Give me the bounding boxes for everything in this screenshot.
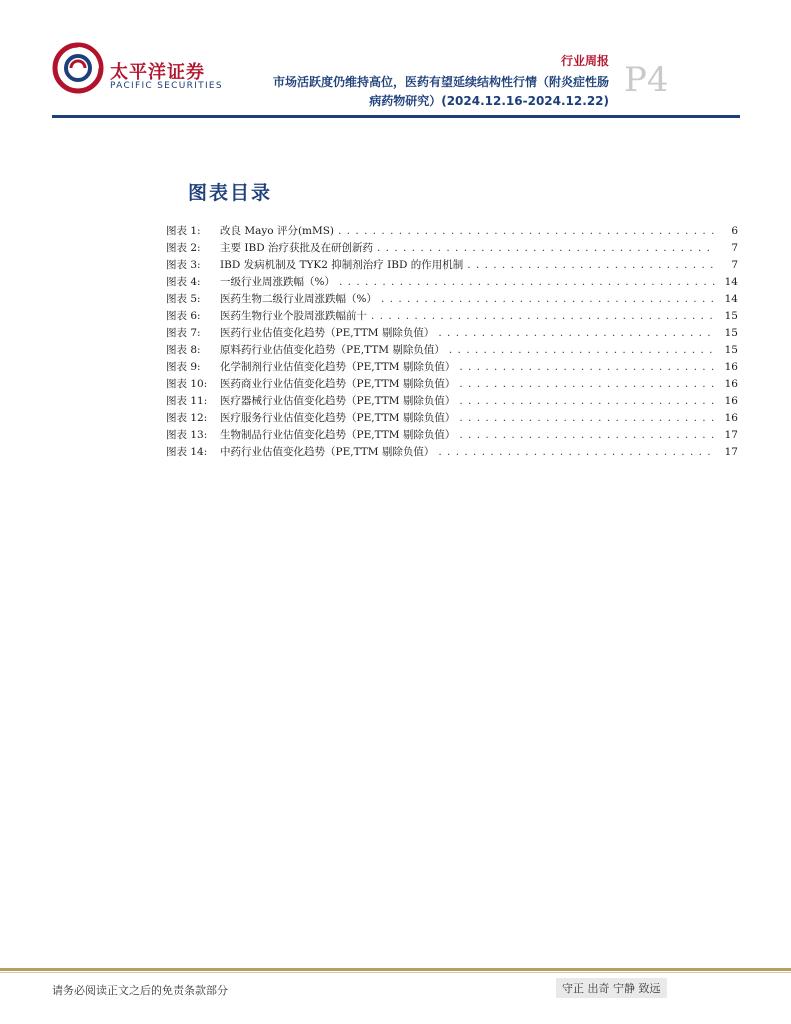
- footer-divider-thin: [0, 972, 791, 973]
- toc-entry-label: 图表 4:: [166, 276, 201, 288]
- toc-entry[interactable]: [166, 308, 738, 325]
- toc-entry-title: 生物制品行业估值变化趋势（PE,TTM 剔除负值）: [220, 429, 456, 441]
- toc-entry-label: 图表 3:: [166, 259, 201, 271]
- toc-entry-label: 图表 2:: [166, 242, 201, 254]
- toc-entry[interactable]: [166, 291, 738, 308]
- toc-leader-dots: [459, 378, 716, 390]
- toc-entry-title: 医药生物二级行业周涨跌幅（%）: [220, 293, 377, 305]
- toc-entry[interactable]: [166, 427, 738, 444]
- toc-entry[interactable]: [166, 359, 738, 376]
- toc-entry-title: 中药行业估值变化趋势（PE,TTM 剔除负值）: [220, 446, 435, 458]
- toc-entry-page: 16: [724, 412, 738, 424]
- header-divider: [52, 115, 740, 118]
- toc-entry-label: 图表 13:: [166, 429, 208, 441]
- toc-entry-title: 原料药行业估值变化趋势（PE,TTM 剔除负值）: [220, 344, 445, 356]
- toc-entry-title: IBD 发病机制及 TYK2 抑制剂治疗 IBD 的作用机制: [220, 259, 464, 271]
- toc-entry[interactable]: [166, 410, 738, 427]
- toc-leader-dots: [339, 276, 716, 288]
- report-title-line-1: 市场活跃度仍维持高位，医药有望延续结构性行情（附炎症性肠: [272, 75, 609, 89]
- toc-entry[interactable]: [166, 257, 738, 274]
- page-number: P4: [624, 60, 669, 100]
- toc-entry[interactable]: [166, 376, 738, 393]
- toc-leader-dots: [381, 293, 716, 305]
- toc-leader-dots: [459, 412, 716, 424]
- brand-name-cn: 太平洋证券: [110, 62, 205, 83]
- toc-leader-dots: [459, 395, 716, 407]
- toc-entry-label: 图表 14:: [166, 446, 208, 458]
- toc-entry-label: 图表 10:: [166, 378, 208, 390]
- toc-entry-page: 15: [724, 327, 738, 339]
- toc-leader-dots: [467, 259, 716, 271]
- toc-leader-dots: [449, 344, 716, 356]
- toc-entry[interactable]: [166, 223, 738, 240]
- toc-entry-title: 医药生物行业个股周涨跌幅前十: [220, 310, 367, 322]
- toc-entry-page: 6: [731, 225, 738, 237]
- toc-entry-page: 7: [731, 242, 738, 254]
- footer-motto: 守正 出奇 宁静 致远: [556, 978, 667, 998]
- toc-entry-title: 主要 IBD 治疗获批及在研创新药: [220, 242, 373, 254]
- footer-disclaimer: 请务必阅读正文之后的免责条款部分: [52, 984, 228, 997]
- toc-entry-page: 15: [724, 344, 738, 356]
- toc-entry-page: 16: [724, 395, 738, 407]
- toc-leader-dots: [338, 225, 716, 237]
- toc-entry-page: 7: [731, 259, 738, 271]
- toc-entry-title: 改良 Mayo 评分(mMS): [220, 225, 335, 237]
- toc-leader-dots: [377, 242, 716, 254]
- toc-leader-dots: [459, 361, 716, 373]
- page-header: [0, 0, 791, 120]
- toc-entry-page: 17: [724, 446, 738, 458]
- pacific-securities-logo-icon: [52, 42, 104, 94]
- toc-entry[interactable]: [166, 342, 738, 359]
- brand-name-en: PACIFIC SECURITIES: [110, 81, 223, 91]
- toc-entry-label: 图表 5:: [166, 293, 201, 305]
- toc-entry-label: 图表 8:: [166, 344, 201, 356]
- toc-entry-page: 14: [724, 276, 738, 288]
- toc-leader-dots: [438, 446, 716, 458]
- toc-entry-title: 一级行业周涨跌幅（%）: [220, 276, 335, 288]
- toc-entry-label: 图表 9:: [166, 361, 201, 373]
- report-title-line-2: 病药物研究）(2024.12.16-2024.12.22): [369, 94, 609, 108]
- toc-entry[interactable]: [166, 240, 738, 257]
- toc-entry[interactable]: [166, 325, 738, 342]
- report-type: 行业周报: [560, 54, 609, 68]
- toc-entry[interactable]: [166, 274, 738, 291]
- toc-leader-dots: [371, 310, 716, 322]
- toc-entry-page: 15: [724, 310, 738, 322]
- toc-heading: 图表目录: [188, 182, 273, 204]
- toc-entry-label: 图表 12:: [166, 412, 208, 424]
- toc-entry-label: 图表 11:: [166, 395, 208, 407]
- toc-entry-title: 化学制剂行业估值变化趋势（PE,TTM 剔除负值）: [220, 361, 456, 373]
- toc-entry-label: 图表 1:: [166, 225, 201, 237]
- toc-entry-page: 17: [724, 429, 738, 441]
- toc-leader-dots: [459, 429, 716, 441]
- toc-entry-title: 医药商业行业估值变化趋势（PE,TTM 剔除负值）: [220, 378, 456, 390]
- toc-entry-label: 图表 7:: [166, 327, 201, 339]
- toc-entry[interactable]: [166, 393, 738, 410]
- toc-entry-label: 图表 6:: [166, 310, 201, 322]
- footer-divider: [0, 968, 791, 971]
- toc-entry[interactable]: [166, 444, 738, 461]
- toc-entry-page: 16: [724, 378, 738, 390]
- toc-entry-title: 医药行业估值变化趋势（PE,TTM 剔除负值）: [220, 327, 435, 339]
- toc-entry-title: 医疗服务行业估值变化趋势（PE,TTM 剔除负值）: [220, 412, 456, 424]
- toc-entry-title: 医疗器械行业估值变化趋势（PE,TTM 剔除负值）: [220, 395, 456, 407]
- toc-entry-page: 14: [724, 293, 738, 305]
- toc-entry-page: 16: [724, 361, 738, 373]
- table-of-figures: [166, 223, 738, 461]
- toc-leader-dots: [438, 327, 716, 339]
